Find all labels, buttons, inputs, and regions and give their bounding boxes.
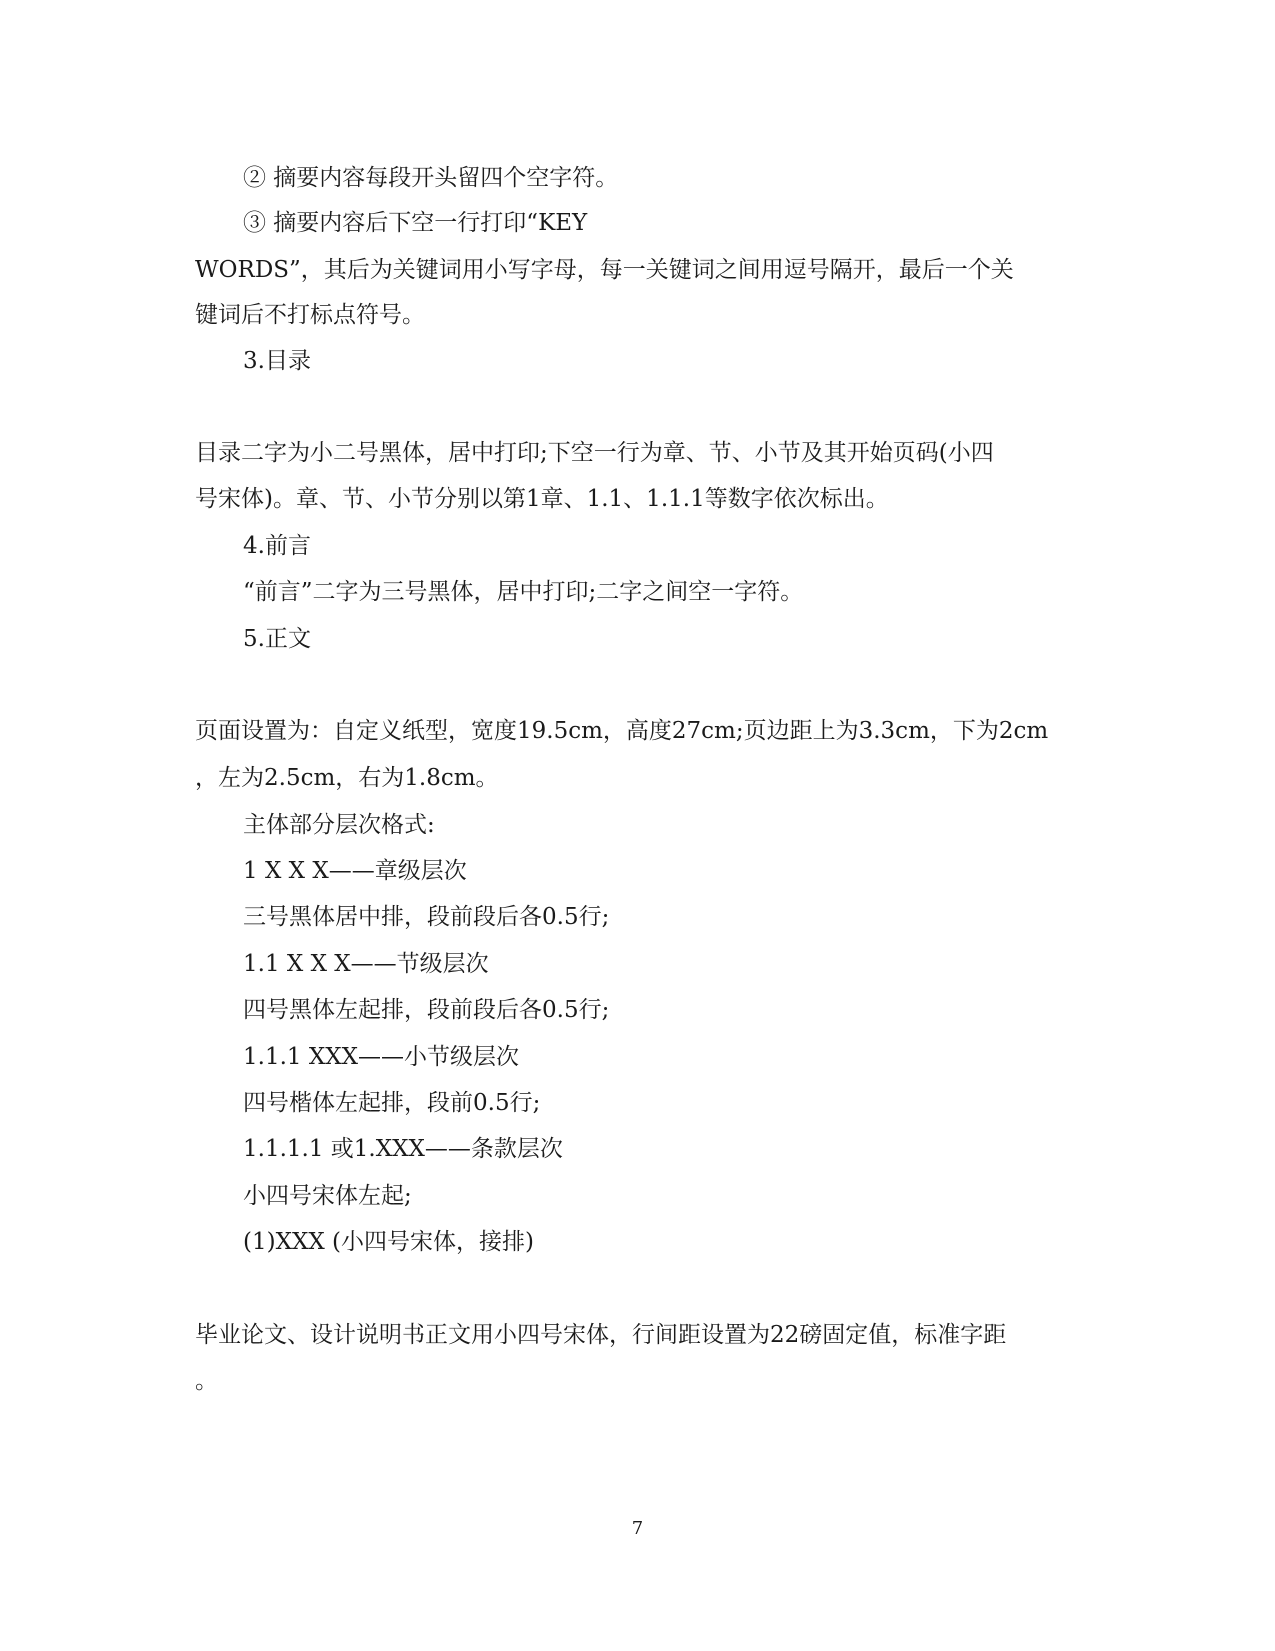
text-line: 1.1.1.1 或1.XXX——条款层次: [243, 1136, 563, 1162]
text-line: 主体部分层次格式:: [243, 812, 435, 838]
text-line: 1 X X X——章级层次: [243, 858, 467, 884]
text-line: 号宋体)。章、节、小节分别以第1章、1.1、1.1.1等数字依次标出。: [195, 486, 889, 512]
text-line: ② 摘要内容每段开头留四个空字符。: [243, 165, 619, 191]
text-line: 1.1 X X X——节级层次: [243, 951, 489, 977]
section-heading: 5.正文: [243, 626, 311, 652]
text-line: 三号黑体居中排，段前段后各0.5行;: [243, 904, 610, 930]
text-line: 页面设置为：自定义纸型，宽度19.5cm，高度27cm;页边距上为3.3cm，下为2cm: [195, 718, 1049, 744]
text-line: 目录二字为小二号黑体，居中打印;下空一行为章、节、小节及其开始页码(小四: [195, 440, 994, 466]
text-line: (1)XXX (小四号宋体，接排): [243, 1229, 534, 1255]
text-line: ，左为2.5cm，右为1.8cm。: [195, 765, 499, 791]
text-line: 毕业论文、设计说明书正文用小四号宋体，行间距设置为22磅固定值，标准字距: [195, 1322, 1007, 1348]
text-line: WORDS”，其后为关键词用小写字母，每一关键词之间用逗号隔开，最后一个关: [195, 257, 1014, 283]
text-line: 1.1.1 XXX——小节级层次: [243, 1044, 519, 1070]
text-line: 四号黑体左起排，段前段后各0.5行;: [243, 997, 610, 1023]
text-line: 。: [195, 1368, 218, 1394]
section-heading: 3.目录: [243, 348, 311, 374]
text-line: 小四号宋体左起;: [243, 1183, 412, 1209]
page-number: 7: [631, 1518, 644, 1539]
text-line: ③ 摘要内容后下空一行打印“KEY: [243, 210, 588, 236]
text-line: “前言”二字为三号黑体，居中打印;二字之间空一字符。: [243, 579, 804, 605]
text-line: 键词后不打标点符号。: [195, 302, 425, 328]
section-heading: 4.前言: [243, 533, 311, 559]
text-line: 四号楷体左起排，段前0.5行;: [243, 1090, 541, 1116]
